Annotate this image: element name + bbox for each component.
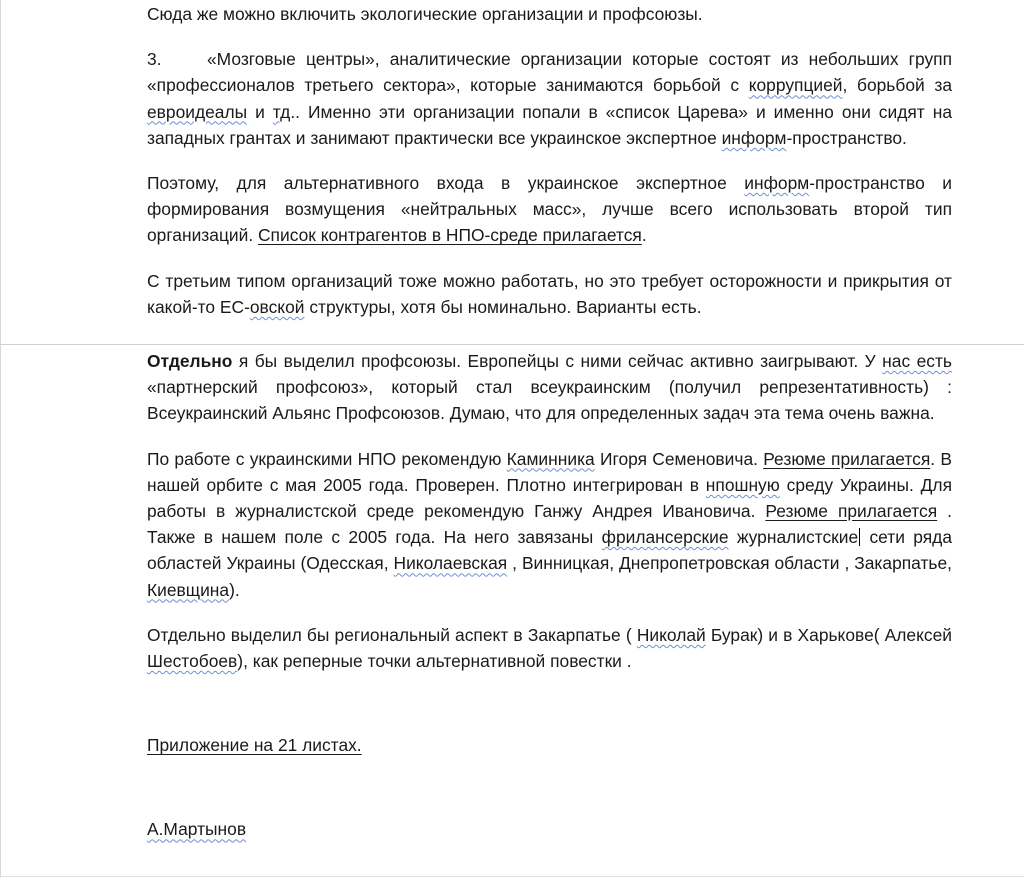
document-page-1-content[interactable] (147, 1, 952, 320)
paragraph-intro[interactable]: Сюда же можно включить экологические организации и профсоюзы. (147, 4, 703, 24)
spellcheck-word[interactable]: Киевщина (147, 579, 230, 600)
resume-link-2[interactable]: Резюме прилагается (765, 501, 938, 522)
signature-name[interactable]: А.Мартынов (147, 819, 247, 840)
text-cursor (859, 528, 860, 546)
counterparty-list-link[interactable]: Список контрагентов в НПО-среде прилагается (258, 225, 642, 246)
page-left-edge (0, 0, 1, 878)
list-number: 3. (147, 49, 162, 70)
spellcheck-word[interactable]: евроидеалы (147, 101, 248, 122)
spellcheck-word[interactable]: овской (249, 296, 305, 317)
spellcheck-word[interactable]: Николаевская (393, 553, 508, 574)
spellcheck-word[interactable]: Шестобоев (147, 651, 238, 672)
paragraph-therefore[interactable]: Поэтому, для альтернативного входа в украинское экспертное информ-пространство и формирования возмущения «нейтральных масс», лучше всего использовать второй тип организаций. Список контрагентов в НПО-среде прилагается. (147, 173, 952, 246)
bold-word: Отдельно (147, 351, 233, 371)
paragraph-third-type[interactable]: С третьим типом организаций тоже можно работать, но это требует осторожности и прикрытия от какой-то ЕС-овской структуры, хотя бы номинально. Варианты есть. (147, 270, 952, 317)
paragraph-regional[interactable]: Отдельно выделил бы региональный аспект в Закарпатье ( Николай Бурак) и в Харькове( Алексей Шестобоев), как реперные точки альтернативной повестки . (147, 624, 952, 672)
appendix-link[interactable]: Приложение на 21 листах. (147, 735, 362, 756)
document-page-2-content[interactable] (147, 348, 952, 843)
spellcheck-word[interactable]: коррупцией (748, 75, 843, 96)
paragraph-ngo-recommendation[interactable]: По работе с украинскими НПО рекомендую Каминника Игоря Семеновича. Резюме прилагается. В нашей орбите с мая 2005 года. Проверен. Плотно интегрирован в нпошную среду Украины. Для работы в журналистской среде рекомендую Ганжу Андрея Ивановича. Резюме прилагается . Также в нашем поле с 2005 года. На него завязаны фрилансерские журналистские сети ряда областей Украины (Одесская, Николаевская , Винницкая, Днепропетровская области , Закарпатье, Киевщина). (147, 448, 952, 600)
spellcheck-word[interactable]: нас есть (882, 351, 952, 371)
spellcheck-word[interactable]: тд (272, 101, 291, 122)
spellcheck-word[interactable]: фрилансерские (601, 527, 729, 548)
page-bottom-edge (0, 876, 1024, 877)
signature-line[interactable] (147, 816, 952, 842)
spellcheck-word[interactable]: информ (744, 173, 810, 194)
spellcheck-word[interactable]: Николай (636, 624, 706, 645)
appendix-line[interactable] (147, 732, 952, 758)
paragraph-item-3[interactable]: 3. «Мозговые центры», аналитические организации которые состоят из небольших групп «профессионалов третьего сектора», которые занимаются борьбой с коррупцией, борьбой за евроидеалы и тд.. Именно эти организации попали в «список Царева» и именно они сидят на западных грантах и занимают практически все украинское экспертное информ-пространство. (147, 46, 952, 151)
spellcheck-word[interactable]: Каминника (506, 448, 595, 469)
paragraph-unions[interactable]: Отдельно я бы выделил профсоюзы. Европейцы с ними сейчас активно заигрывают. У нас есть «партнерский профсоюз», который стал всеукраинским (получил репрезентативность) : Всеукраинский Альянс Профсоюзов. Думаю, что для определенных задач эта тема очень важна. (147, 351, 952, 424)
page-break-line (0, 344, 1024, 345)
spellcheck-word[interactable]: нпошную (705, 474, 780, 495)
resume-link-1[interactable]: Резюме прилагается (763, 448, 931, 469)
spellcheck-word[interactable]: информ (721, 127, 787, 148)
